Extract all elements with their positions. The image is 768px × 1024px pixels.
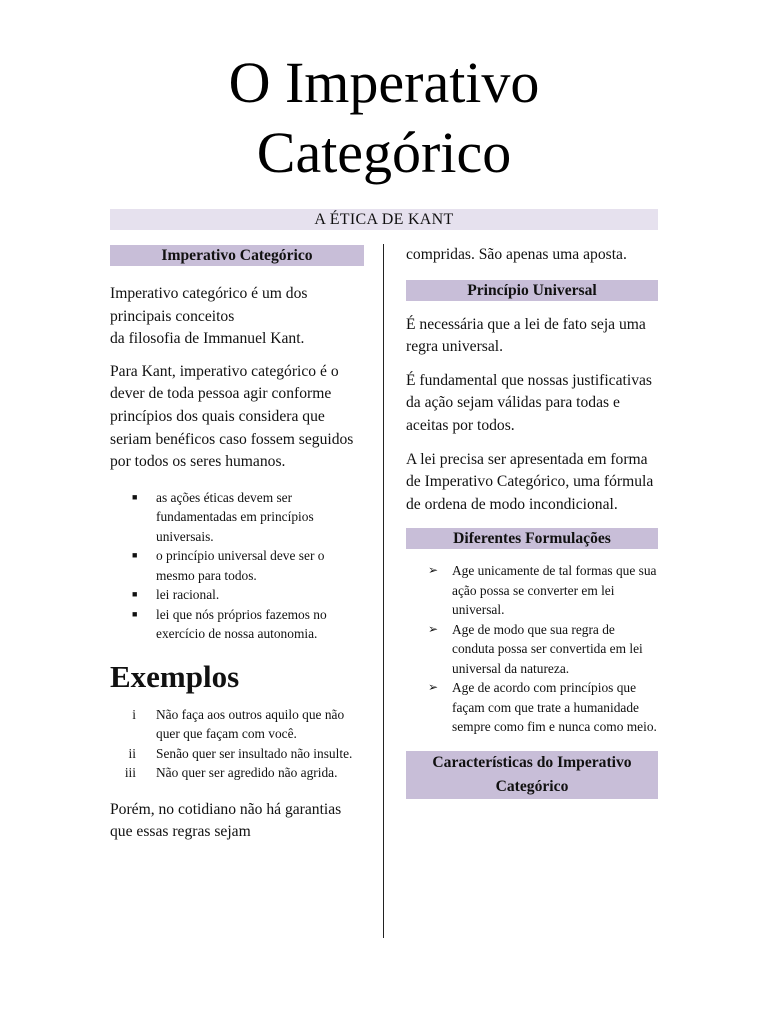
list-item: i Não faça aos outros aquilo que não quer que façam com você. (110, 705, 364, 744)
intro-line-3: da filosofia de Immanuel Kant. (110, 330, 305, 348)
paragraph-intro (110, 283, 364, 351)
section-heading-principio: Princípio Universal (406, 280, 658, 301)
paragraph-closing: Porém, no cotidiano não há garantias que essas regras sejam (110, 800, 342, 841)
arrow-bullet-icon: ➢ (428, 621, 439, 636)
roman-numeral: i (132, 706, 136, 722)
paragraph-dever: Para Kant, imperativo categórico é o dever de toda pessoa agir conforme princípios dos quais considera que seriam benéficos caso fossem seguidos por todos os seres humanos. (110, 362, 354, 471)
arrow-bullet-icon: ➢ (428, 563, 439, 578)
square-bullet-icon: ■ (132, 550, 138, 561)
list-item: ➢ Age de modo que sua regra de conduta possa ser convertida em lei universal da natureza. (428, 621, 643, 676)
right-column (406, 244, 658, 799)
left-column (110, 244, 364, 844)
examples-list (110, 705, 364, 783)
section-heading-formulacoes: Diferentes Formulações (406, 528, 658, 549)
paragraph-lei-universal: É necessária que a lei de fato seja uma regra universal. (406, 315, 646, 356)
square-bullet-icon: ■ (132, 491, 138, 502)
section-heading-imperativo: Imperativo Categórico (110, 245, 364, 266)
document-title (0, 48, 768, 188)
list-item: ■ lei que nós próprios fazemos no exercício de nossa autonomia. (132, 606, 327, 642)
intro-line-1: Imperativo categórico é um dos (110, 285, 308, 302)
list-item: ■ o princípio universal deve ser o mesmo para todos. (132, 548, 325, 583)
column-divider (383, 244, 384, 938)
paragraph-justificativas: É fundamental que nossas justificativas da ação sejam válidas para todas e aceitas por todos. (406, 371, 652, 434)
section-heading-caracteristicas: Características do Imperativo Categórico (406, 751, 658, 799)
list-item: ■ as ações éticas devem ser fundamentadas em princípios universais. (132, 489, 314, 544)
formulations-list (406, 561, 658, 737)
roman-numeral: iii (124, 765, 136, 781)
exemplos-heading: Exemplos (110, 658, 240, 694)
square-bullet-icon: ■ (132, 608, 138, 619)
arrow-bullet-icon: ➢ (428, 680, 439, 695)
intro-line-2: principais conceitos (110, 307, 235, 325)
list-item: ➢ Age unicamente de tal formas que sua ação possa se converter em lei universal. (428, 563, 657, 618)
bullet-list (110, 488, 364, 644)
title-line-2: Categórico (256, 120, 512, 185)
list-item: ii Senão quer ser insultado não insulte. (110, 744, 364, 764)
list-item: iii Não quer ser agredido não agrida. (110, 763, 364, 783)
paragraph-forma: A lei precisa ser apresentada em forma de Imperativo Categórico, uma fórmula de ordena de modo incondicional. (406, 450, 654, 513)
paragraph-continuation: compridas. São apenas uma aposta. (406, 246, 627, 263)
list-item: ■ lei racional. (110, 585, 364, 605)
subtitle-banner: A ÉTICA DE KANT (110, 209, 658, 230)
title-line-1: O Imperativo (228, 50, 540, 115)
square-bullet-icon: ■ (132, 589, 138, 600)
roman-numeral: ii (128, 745, 136, 761)
list-item: ➢ Age de acordo com princípios que façam com que trate a humanidade sempre como fim e nunca como meio. (428, 680, 657, 735)
